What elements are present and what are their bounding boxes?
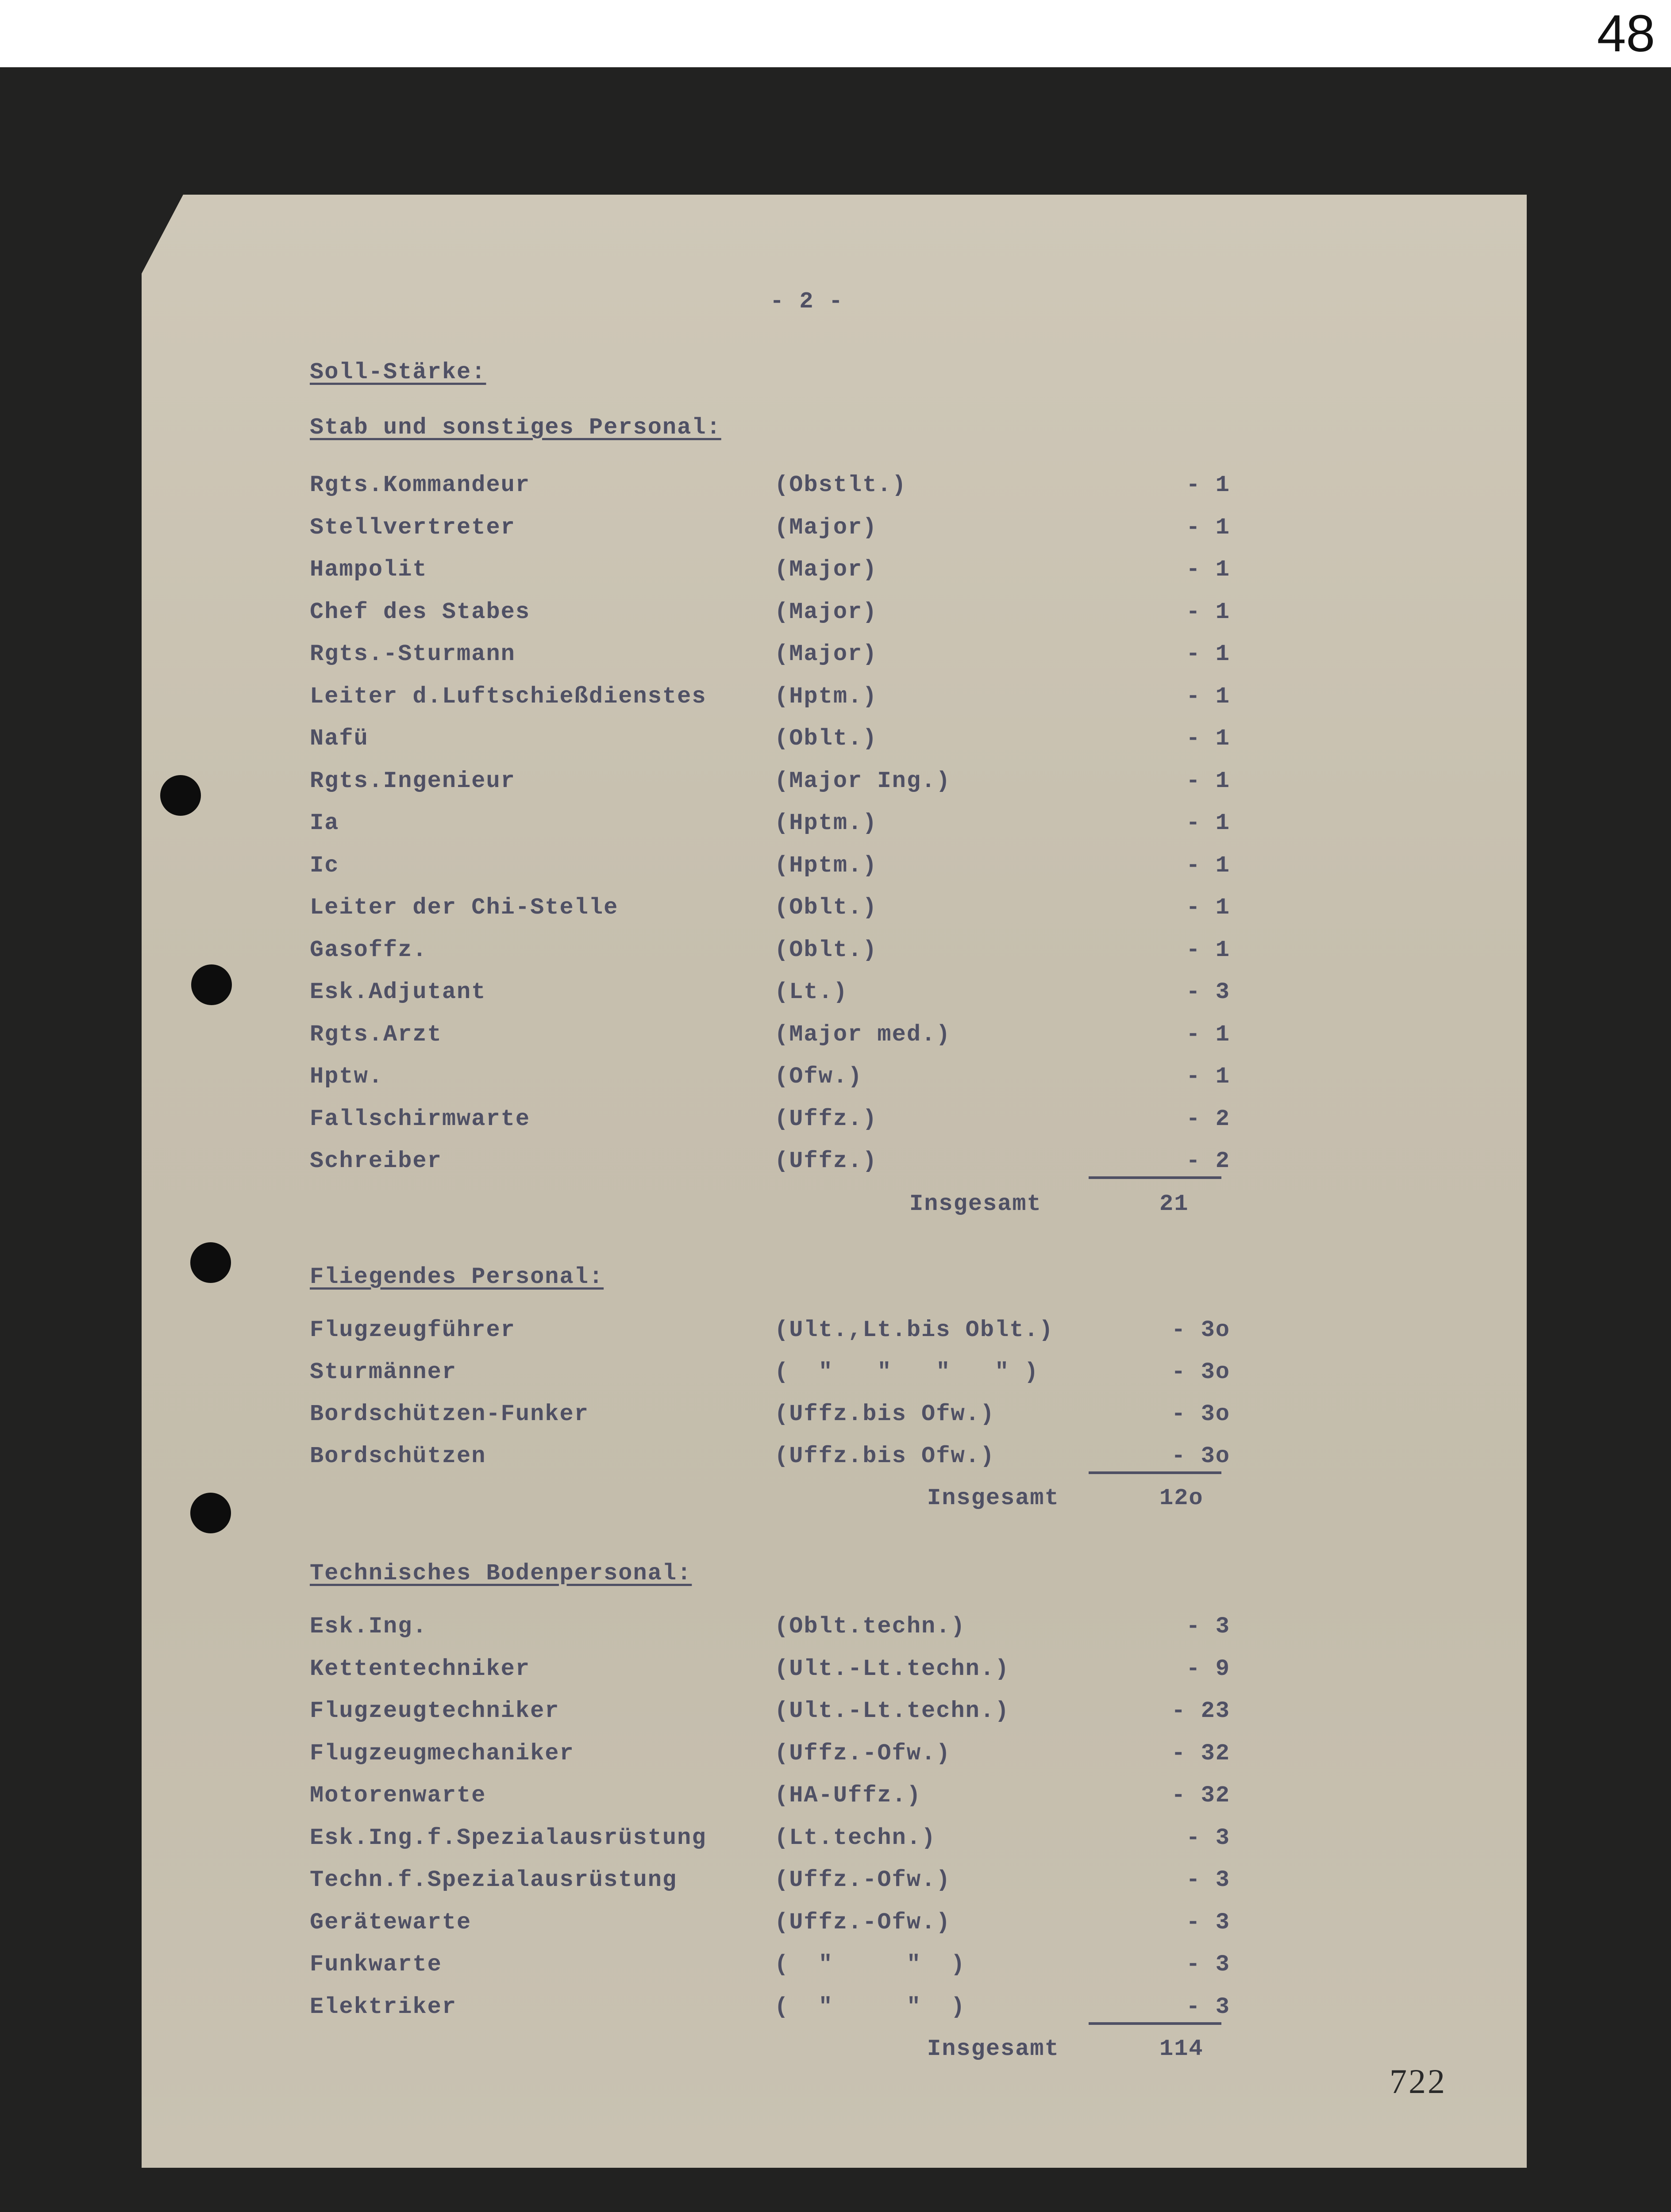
headcount: - 2 (1186, 1106, 1230, 1132)
rank-range: (Oblt.) (774, 726, 878, 752)
position-name: Techn.f.Spezialausrüstung (310, 1867, 678, 1893)
headcount: - 3 (1186, 1951, 1230, 1978)
headcount: - 3 (1186, 979, 1230, 1005)
section-heading: Technisches Bodenpersonal: (310, 1560, 692, 1586)
table-row (310, 809, 1239, 840)
total-value: 21 (1159, 1191, 1189, 1217)
rank-range: (Uffz.) (774, 1148, 878, 1174)
rank-range: (Obstlt.) (774, 472, 907, 498)
position-name: Ia (310, 810, 339, 836)
headcount: - 1 (1186, 768, 1230, 794)
headcount: - 3o (1171, 1401, 1230, 1427)
rank-range: (Oblt.techn.) (774, 1613, 966, 1640)
table-row (310, 1021, 1239, 1052)
position-name: Rgts.Ingenieur (310, 768, 516, 794)
headcount: - 1 (1186, 1064, 1230, 1090)
table-row (310, 936, 1239, 967)
rank-range: (Major Ing.) (774, 768, 951, 794)
rank-range: ( " " ) (774, 1951, 966, 1978)
headcount: - 3 (1186, 1993, 1230, 2020)
headcount: - 1 (1186, 726, 1230, 752)
position-name: Gasoffz. (310, 937, 427, 963)
headcount: - 1 (1186, 641, 1230, 667)
headcount: - 9 (1186, 1655, 1230, 1682)
rank-range: (Ofw.) (774, 1064, 863, 1090)
top-margin-band (0, 0, 1671, 67)
position-name: Flugzeugführer (310, 1317, 516, 1343)
rank-range: (Lt.techn.) (774, 1824, 936, 1851)
table-row (310, 852, 1239, 883)
section-heading: Stab und sonstiges Personal: (310, 415, 721, 441)
frame-number: 48 (1597, 4, 1655, 63)
table-row (310, 1993, 1239, 2024)
rank-range: (Lt.) (774, 979, 848, 1005)
headcount: - 1 (1186, 1021, 1230, 1048)
rank-range: (Oblt.) (774, 895, 878, 921)
table-row (310, 1105, 1239, 1136)
table-row (310, 1613, 1239, 1644)
archive-number: 722 (1390, 2062, 1447, 2101)
position-name: Leiter d.Luftschießdienstes (310, 683, 707, 710)
rank-range: (Ult.-Lt.techn.) (774, 1655, 1010, 1682)
rank-range: (Oblt.) (774, 937, 878, 963)
position-name: Esk.Adjutant (310, 979, 486, 1005)
position-name: Nafü (310, 726, 369, 752)
rank-range: (Uffz.) (774, 1106, 878, 1132)
rank-range: (Uffz.bis Ofw.) (774, 1401, 995, 1427)
table-row (310, 1400, 1239, 1431)
table-row (310, 471, 1239, 502)
headcount: - 32 (1171, 1782, 1230, 1809)
position-name: Chef des Stabes (310, 599, 531, 625)
position-name: Funkwarte (310, 1951, 442, 1978)
total-value: 12o (1159, 1485, 1204, 1511)
table-row (310, 556, 1239, 587)
total-label: Insgesamt (909, 1191, 1042, 1217)
headcount: - 3 (1186, 1867, 1230, 1893)
rank-range: (Hptm.) (774, 683, 878, 710)
position-name: Bordschützen-Funker (310, 1401, 589, 1427)
rank-range: (Uffz.bis Ofw.) (774, 1443, 995, 1469)
headcount: - 1 (1186, 514, 1230, 541)
headcount: - 1 (1186, 472, 1230, 498)
headcount: - 1 (1186, 937, 1230, 963)
rank-range: (Major med.) (774, 1021, 951, 1048)
position-name: Stellvertreter (310, 514, 516, 541)
table-row (310, 598, 1239, 629)
position-name: Ic (310, 852, 339, 879)
table-row (310, 1147, 1239, 1178)
rank-range: (Major) (774, 514, 878, 541)
rank-range: (HA-Uffz.) (774, 1782, 922, 1809)
headcount: - 1 (1186, 683, 1230, 710)
sum-rule (1089, 1176, 1221, 1179)
table-row (310, 1824, 1239, 1855)
rank-range: (Ult.,Lt.bis Oblt.) (774, 1317, 1054, 1343)
position-name: Sturmänner (310, 1359, 457, 1385)
headcount: - 3 (1186, 1613, 1230, 1640)
rank-range: ( " " " " ) (774, 1359, 1039, 1385)
position-name: Rgts.Kommandeur (310, 472, 531, 498)
table-row (310, 683, 1239, 714)
table-row (310, 894, 1239, 925)
total-label: Insgesamt (927, 1485, 1059, 1511)
headcount: - 32 (1171, 1740, 1230, 1767)
page-number: - 2 - (770, 288, 844, 315)
document-title: Soll-Stärke: (310, 359, 486, 385)
table-row (310, 640, 1239, 671)
position-name: Rgts.Arzt (310, 1021, 442, 1048)
position-name: Flugzeugmechaniker (310, 1740, 574, 1767)
position-name: Fallschirmwarte (310, 1106, 531, 1132)
position-name: Motorenwarte (310, 1782, 486, 1809)
table-row (310, 1909, 1239, 1939)
headcount: - 3 (1186, 1909, 1230, 1936)
table-row (310, 725, 1239, 756)
headcount: - 1 (1186, 895, 1230, 921)
table-row (310, 1655, 1239, 1686)
headcount: - 1 (1186, 557, 1230, 583)
table-row (310, 978, 1239, 1009)
punch-hole (190, 1242, 231, 1283)
headcount: - 1 (1186, 599, 1230, 625)
headcount: - 3o (1171, 1359, 1230, 1385)
section-heading: Fliegendes Personal: (310, 1264, 604, 1290)
punch-hole (191, 964, 232, 1005)
table-row (310, 514, 1239, 545)
punch-hole (190, 1493, 231, 1533)
sum-rule (1089, 1471, 1221, 1474)
table-row (310, 1951, 1239, 1982)
rank-range: (Major) (774, 599, 878, 625)
rank-range: (Uffz.-Ofw.) (774, 1867, 951, 1893)
rank-range: (Uffz.-Ofw.) (774, 1909, 951, 1936)
headcount: - 1 (1186, 810, 1230, 836)
rank-range: (Hptm.) (774, 810, 878, 836)
position-name: Flugzeugtechniker (310, 1698, 560, 1724)
headcount: - 23 (1171, 1698, 1230, 1724)
punch-hole (160, 775, 201, 816)
table-row (310, 1442, 1239, 1473)
position-name: Esk.Ing. (310, 1613, 427, 1640)
rank-range: (Uffz.-Ofw.) (774, 1740, 951, 1767)
position-name: Leiter der Chi-Stelle (310, 895, 619, 921)
headcount: - 3 (1186, 1824, 1230, 1851)
rank-range: (Ult.-Lt.techn.) (774, 1698, 1010, 1724)
table-row (310, 767, 1239, 798)
rank-range: ( " " ) (774, 1993, 966, 2020)
headcount: - 1 (1186, 852, 1230, 879)
rank-range: (Major) (774, 557, 878, 583)
table-row (310, 1697, 1239, 1728)
rank-range: (Hptm.) (774, 852, 878, 879)
headcount: - 3o (1171, 1317, 1230, 1343)
position-name: Rgts.-Sturmann (310, 641, 516, 667)
table-row (310, 1358, 1239, 1389)
total-value: 114 (1159, 2036, 1204, 2062)
table-row (310, 1782, 1239, 1813)
table-row (310, 1316, 1239, 1347)
table-row (310, 1866, 1239, 1897)
table-row (310, 1063, 1239, 1094)
position-name: Esk.Ing.f.Spezialausrüstung (310, 1824, 707, 1851)
table-row (310, 1740, 1239, 1770)
position-name: Hptw. (310, 1064, 384, 1090)
position-name: Gerätewarte (310, 1909, 472, 1936)
sum-rule (1089, 2022, 1221, 2025)
headcount: - 2 (1186, 1148, 1230, 1174)
rank-range: (Major) (774, 641, 878, 667)
position-name: Hampolit (310, 557, 427, 583)
position-name: Elektriker (310, 1993, 457, 2020)
position-name: Kettentechniker (310, 1655, 531, 1682)
headcount: - 3o (1171, 1443, 1230, 1469)
position-name: Bordschützen (310, 1443, 486, 1469)
total-label: Insgesamt (927, 2036, 1059, 2062)
position-name: Schreiber (310, 1148, 442, 1174)
